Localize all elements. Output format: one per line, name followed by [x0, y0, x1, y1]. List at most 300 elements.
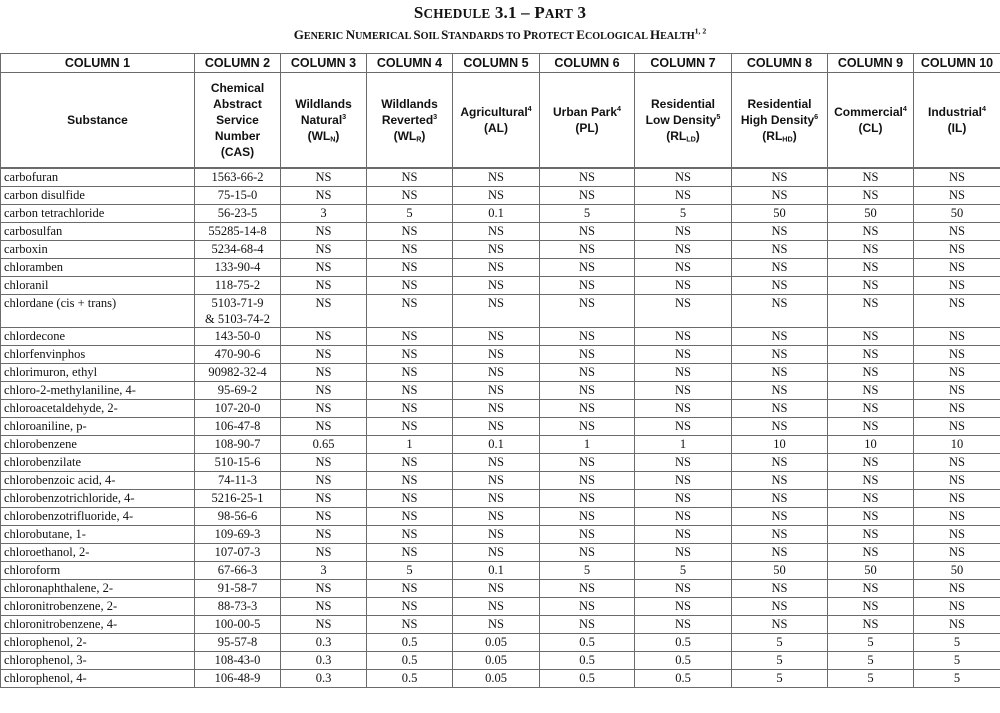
- abbr-subscript: N: [330, 134, 336, 144]
- subtitle-text: G: [293, 27, 304, 42]
- standard-value-cell: NS: [540, 259, 635, 277]
- cas-cell: [195, 346, 281, 364]
- cas-number: 108-90-7: [214, 437, 261, 451]
- standard-value-cell: 0.5: [367, 652, 453, 670]
- standard-value-cell: NS: [914, 490, 1000, 508]
- column-number-header: COLUMN 2: [195, 54, 281, 73]
- standard-value-cell: NS: [635, 259, 732, 277]
- standard-value-cell: NS: [540, 346, 635, 364]
- cas-cell: [195, 277, 281, 295]
- standard-value-cell: NS: [635, 454, 732, 472]
- standard-value-cell: NS: [732, 241, 828, 259]
- footnote-ref: 4: [617, 104, 622, 113]
- standard-value-cell: NS: [828, 328, 914, 346]
- standard-value-cell: 5: [540, 562, 635, 580]
- column-number-header: COLUMN 7: [635, 54, 732, 73]
- standard-value-cell: NS: [367, 295, 453, 328]
- cas-cell: [195, 382, 281, 400]
- abbr-text: WL: [311, 129, 331, 143]
- footnote-ref: 6: [814, 112, 819, 121]
- standard-value-cell: NS: [732, 346, 828, 364]
- standard-value-cell: 50: [732, 562, 828, 580]
- table-subtitle: [0, 27, 1000, 43]
- standard-value-cell: NS: [828, 295, 914, 328]
- standard-value-cell: NS: [732, 598, 828, 616]
- cas-number: 5216-25-1: [211, 491, 264, 505]
- substance-cell: chloroethanol, 2-: [1, 544, 195, 562]
- standard-value-cell: NS: [635, 328, 732, 346]
- standard-value-cell: NS: [281, 598, 367, 616]
- standard-value-cell: 0.5: [635, 634, 732, 652]
- standard-value-cell: 50: [732, 205, 828, 223]
- standard-value-cell: NS: [367, 187, 453, 205]
- standard-value-cell: 0.3: [281, 670, 367, 688]
- subtitle-text: TANDARDS TO: [448, 31, 524, 42]
- standard-value-cell: NS: [732, 169, 828, 187]
- substance-cell: chloranil: [1, 277, 195, 295]
- standard-value-cell: 10: [828, 436, 914, 454]
- standard-value-cell: NS: [453, 490, 540, 508]
- cas-cell: [195, 598, 281, 616]
- standard-value-cell: NS: [732, 187, 828, 205]
- standard-value-cell: NS: [914, 187, 1000, 205]
- table-row: [1, 241, 1000, 259]
- standard-value-cell: 5: [540, 205, 635, 223]
- column-abbreviation: $(RL_{HD})$: [762, 129, 797, 144]
- standard-value-cell: NS: [635, 187, 732, 205]
- standard-value-cell: NS: [635, 223, 732, 241]
- substance-cell: chlordecone: [1, 328, 195, 346]
- cas-cell: [195, 169, 281, 187]
- substance-cell: chlorophenol, 3-: [1, 652, 195, 670]
- column-abbreviation: (CL): [858, 121, 883, 135]
- schedule-title: [0, 3, 1000, 23]
- standard-value-cell: NS: [453, 328, 540, 346]
- standard-value-cell: NS: [635, 277, 732, 295]
- column-label: Natural: [300, 113, 343, 127]
- standard-value-cell: NS: [281, 169, 367, 187]
- standard-value-cell: NS: [540, 169, 635, 187]
- abbr-subscript: HD: [782, 134, 793, 144]
- standard-value-cell: NS: [367, 418, 453, 436]
- column-label-header: [914, 73, 1000, 168]
- standard-value-cell: 50: [828, 205, 914, 223]
- cas-cell: [195, 526, 281, 544]
- standard-value-cell: NS: [367, 169, 453, 187]
- standard-value-cell: NS: [914, 241, 1000, 259]
- standard-value-cell: NS: [828, 418, 914, 436]
- cas-number: 108-43-0: [214, 653, 261, 667]
- cas-cell: [195, 400, 281, 418]
- standard-value-cell: NS: [453, 277, 540, 295]
- standard-value-cell: NS: [635, 508, 732, 526]
- cas-number: 5234-68-4: [211, 242, 264, 256]
- standard-value-cell: NS: [914, 418, 1000, 436]
- standard-value-cell: NS: [635, 418, 732, 436]
- table-row: [1, 634, 1000, 652]
- subtitle-text: ENERIC: [303, 31, 346, 42]
- standard-value-cell: NS: [732, 364, 828, 382]
- standard-value-cell: NS: [281, 616, 367, 634]
- substance-cell: chloronaphthalene, 2-: [1, 580, 195, 598]
- standard-value-cell: NS: [635, 490, 732, 508]
- subtitle-text: UMERICAL: [355, 31, 414, 42]
- standard-value-cell: NS: [367, 544, 453, 562]
- standard-value-cell: NS: [281, 346, 367, 364]
- standard-value-cell: 5: [914, 652, 1000, 670]
- standard-value-cell: 0.5: [540, 652, 635, 670]
- standard-value-cell: NS: [367, 382, 453, 400]
- standard-value-cell: 0.3: [281, 634, 367, 652]
- standard-value-cell: 0.5: [635, 652, 732, 670]
- cas-cell: [195, 259, 281, 277]
- standard-value-cell: NS: [914, 169, 1000, 187]
- column-number-header: COLUMN 1: [1, 54, 195, 73]
- abbr-subscript: LD: [686, 134, 696, 144]
- standard-value-cell: NS: [281, 508, 367, 526]
- column-label: Industrial: [927, 105, 982, 119]
- substance-cell: chloronitrobenzene, 4-: [1, 616, 195, 634]
- column-label: Reverted: [381, 113, 434, 127]
- column-abbreviation: $(WL_N)$: [307, 129, 340, 144]
- cas-cell: [195, 187, 281, 205]
- standard-value-cell: NS: [914, 454, 1000, 472]
- substance-cell: chloroform: [1, 562, 195, 580]
- standard-value-cell: NS: [914, 223, 1000, 241]
- standard-value-cell: NS: [914, 598, 1000, 616]
- cas-cell: [195, 490, 281, 508]
- table-row: [1, 346, 1000, 364]
- standard-value-cell: 0.5: [367, 634, 453, 652]
- standard-value-cell: NS: [828, 187, 914, 205]
- standard-value-cell: NS: [635, 472, 732, 490]
- standard-value-cell: NS: [281, 259, 367, 277]
- cas-cell: [195, 616, 281, 634]
- standard-value-cell: NS: [732, 490, 828, 508]
- standard-value-cell: 50: [914, 205, 1000, 223]
- standard-value-cell: NS: [828, 490, 914, 508]
- standard-value-cell: NS: [367, 490, 453, 508]
- standard-value-cell: NS: [367, 223, 453, 241]
- standard-value-cell: 5: [828, 652, 914, 670]
- standard-value-cell: NS: [453, 259, 540, 277]
- standard-value-cell: NS: [540, 277, 635, 295]
- standard-value-cell: NS: [635, 616, 732, 634]
- cas-number: 56-23-5: [217, 206, 258, 220]
- standard-value-cell: NS: [914, 259, 1000, 277]
- standard-value-cell: NS: [367, 454, 453, 472]
- standard-value-cell: NS: [281, 472, 367, 490]
- standard-value-cell: NS: [367, 364, 453, 382]
- standard-value-cell: NS: [281, 328, 367, 346]
- standard-value-cell: NS: [281, 295, 367, 328]
- standard-value-cell: NS: [453, 580, 540, 598]
- standard-value-cell: NS: [453, 400, 540, 418]
- column-label: Chemical: [210, 81, 265, 95]
- column-label: High Density: [740, 113, 815, 127]
- standard-value-cell: NS: [732, 580, 828, 598]
- standard-value-cell: 10: [732, 436, 828, 454]
- cas-number: 100-00-5: [214, 617, 261, 631]
- column-number-header: COLUMN 5: [453, 54, 540, 73]
- standard-value-cell: NS: [914, 328, 1000, 346]
- cas-cell: [195, 223, 281, 241]
- table-row: [1, 544, 1000, 562]
- cas-cell: [195, 436, 281, 454]
- cas-number: 107-07-3: [214, 545, 261, 559]
- standard-value-cell: NS: [367, 508, 453, 526]
- title-text: 3: [573, 3, 587, 22]
- cas-cell: [195, 562, 281, 580]
- standard-value-cell: 10: [914, 436, 1000, 454]
- abbr-text: AL: [488, 121, 504, 135]
- subtitle-text: N: [345, 27, 356, 42]
- standard-value-cell: 0.05: [453, 634, 540, 652]
- table-row: [1, 616, 1000, 634]
- standard-value-cell: 5: [914, 670, 1000, 688]
- footnote-ref: 5: [716, 112, 721, 121]
- column-abbreviation: $(RL_{LD})$: [666, 129, 700, 144]
- standard-value-cell: 5: [828, 634, 914, 652]
- subtitle-text: S: [413, 27, 421, 42]
- standard-value-cell: NS: [914, 580, 1000, 598]
- cas-cell: [195, 508, 281, 526]
- standard-value-cell: NS: [281, 526, 367, 544]
- standard-value-cell: 3: [281, 562, 367, 580]
- standard-value-cell: NS: [453, 241, 540, 259]
- standard-value-cell: NS: [914, 526, 1000, 544]
- subtitle-text: ROTECT: [531, 31, 577, 42]
- standard-value-cell: NS: [914, 616, 1000, 634]
- table-row: [1, 328, 1000, 346]
- table-row: [1, 472, 1000, 490]
- standard-value-cell: 0.05: [453, 652, 540, 670]
- standard-value-cell: NS: [453, 187, 540, 205]
- standard-value-cell: NS: [540, 295, 635, 328]
- substance-cell: chlorobenzotrifluoride, 4-: [1, 508, 195, 526]
- substance-cell: chloramben: [1, 259, 195, 277]
- standard-value-cell: NS: [635, 382, 732, 400]
- standard-value-cell: 5: [732, 652, 828, 670]
- cas-number: 98-56-6: [217, 509, 258, 523]
- standard-value-cell: NS: [281, 544, 367, 562]
- column-number-row: [1, 54, 1000, 73]
- standard-value-cell: NS: [453, 364, 540, 382]
- standard-value-cell: 0.1: [453, 436, 540, 454]
- standard-value-cell: NS: [828, 508, 914, 526]
- column-label: Abstract: [213, 97, 262, 111]
- standard-value-cell: NS: [635, 346, 732, 364]
- cas-number: & 5103-74-2: [205, 312, 270, 326]
- standard-value-cell: NS: [732, 328, 828, 346]
- subtitle-text: S: [441, 27, 449, 42]
- standard-value-cell: NS: [367, 472, 453, 490]
- column-number-header: COLUMN 8: [732, 54, 828, 73]
- standard-value-cell: NS: [540, 580, 635, 598]
- substance-cell: carboxin: [1, 241, 195, 259]
- cas-cell: [195, 241, 281, 259]
- footnote-ref: 1, 2: [694, 26, 707, 36]
- standard-value-cell: NS: [732, 277, 828, 295]
- cas-cell: [195, 295, 281, 328]
- standard-value-cell: NS: [828, 454, 914, 472]
- abbr-subscript: R: [416, 134, 422, 144]
- standard-value-cell: NS: [828, 616, 914, 634]
- table-row: [1, 259, 1000, 277]
- standard-value-cell: NS: [540, 616, 635, 634]
- standard-value-cell: NS: [914, 295, 1000, 328]
- standard-value-cell: NS: [281, 490, 367, 508]
- cas-cell: [195, 652, 281, 670]
- standard-value-cell: NS: [914, 400, 1000, 418]
- column-label: Wildlands: [295, 97, 352, 111]
- standard-value-cell: NS: [453, 169, 540, 187]
- standard-value-cell: NS: [281, 223, 367, 241]
- cas-number: 90982-32-4: [208, 365, 267, 379]
- column-label-header: [828, 73, 914, 168]
- cas-cell: [195, 634, 281, 652]
- standard-value-cell: NS: [732, 472, 828, 490]
- standard-value-cell: NS: [367, 598, 453, 616]
- substance-cell: chlordane (cis + trans): [1, 295, 195, 328]
- title-text: ART: [544, 6, 574, 21]
- standard-value-cell: NS: [828, 277, 914, 295]
- title-text: S: [413, 3, 424, 22]
- cas-number: 95-57-8: [217, 635, 258, 649]
- standard-value-cell: 5: [732, 670, 828, 688]
- standard-value-cell: NS: [281, 187, 367, 205]
- substance-cell: chlorobenzilate: [1, 454, 195, 472]
- column-label-header: [732, 73, 828, 168]
- standard-value-cell: 0.5: [540, 634, 635, 652]
- footnote-ref: 4: [527, 104, 532, 113]
- column-label-header: [195, 73, 281, 168]
- table-row: [1, 598, 1000, 616]
- standard-value-cell: 5: [635, 562, 732, 580]
- standard-value-cell: NS: [367, 241, 453, 259]
- standard-value-cell: 50: [828, 562, 914, 580]
- standard-value-cell: NS: [453, 295, 540, 328]
- standard-value-cell: NS: [281, 580, 367, 598]
- substance-cell: chloro-2-methylaniline, 4-: [1, 382, 195, 400]
- standard-value-cell: NS: [540, 223, 635, 241]
- footnote-ref: 4: [982, 104, 986, 113]
- standard-value-cell: NS: [367, 277, 453, 295]
- standard-value-cell: NS: [453, 382, 540, 400]
- standard-value-cell: NS: [635, 544, 732, 562]
- standard-value-cell: NS: [635, 295, 732, 328]
- cas-number: 55285-14-8: [208, 224, 267, 238]
- standard-value-cell: NS: [540, 382, 635, 400]
- column-label: Residential: [650, 97, 716, 111]
- standard-value-cell: NS: [540, 364, 635, 382]
- standard-value-cell: 5: [828, 670, 914, 688]
- standard-value-cell: NS: [367, 580, 453, 598]
- standard-value-cell: NS: [914, 544, 1000, 562]
- column-number-header: COLUMN 6: [540, 54, 635, 73]
- column-abbreviation: (AL): [484, 121, 508, 135]
- cas-cell: [195, 364, 281, 382]
- standard-value-cell: NS: [732, 400, 828, 418]
- subtitle-text: COLOGICAL: [584, 31, 650, 42]
- standard-value-cell: NS: [732, 616, 828, 634]
- table-row: [1, 508, 1000, 526]
- table-row: [1, 223, 1000, 241]
- standard-value-cell: 50: [914, 562, 1000, 580]
- standard-value-cell: 0.5: [635, 670, 732, 688]
- column-label: Service: [216, 113, 259, 127]
- subtitle-text: P: [523, 27, 532, 42]
- standard-value-cell: NS: [828, 346, 914, 364]
- cas-number: 107-20-0: [214, 401, 261, 415]
- standard-value-cell: NS: [635, 364, 732, 382]
- standard-value-cell: NS: [540, 508, 635, 526]
- cas-number: 109-69-3: [214, 527, 261, 541]
- table-row: [1, 187, 1000, 205]
- cas-number: 5103-71-9: [211, 296, 264, 310]
- standard-value-cell: NS: [828, 382, 914, 400]
- table-row: [1, 490, 1000, 508]
- table-row: [1, 418, 1000, 436]
- standard-value-cell: NS: [635, 169, 732, 187]
- standard-value-cell: 5: [732, 634, 828, 652]
- standard-value-cell: NS: [453, 454, 540, 472]
- column-label: (CAS): [220, 145, 255, 159]
- table-row: [1, 382, 1000, 400]
- table-row: [1, 169, 1000, 187]
- column-label-header: [1, 73, 195, 168]
- table-row: [1, 364, 1000, 382]
- standard-value-cell: NS: [828, 472, 914, 490]
- substance-cell: chloroacetaldehyde, 2-: [1, 400, 195, 418]
- column-label-row: [1, 73, 1000, 168]
- standard-value-cell: 0.5: [540, 670, 635, 688]
- standard-value-cell: NS: [540, 241, 635, 259]
- table-row: [1, 580, 1000, 598]
- abbr-text: RL: [766, 129, 783, 143]
- standard-value-cell: NS: [540, 400, 635, 418]
- standard-value-cell: 0.65: [281, 436, 367, 454]
- subtitle-text: OIL: [420, 31, 442, 42]
- cas-number: 143-50-0: [214, 329, 261, 343]
- footnote-ref: 3: [342, 112, 347, 121]
- standard-value-cell: NS: [635, 400, 732, 418]
- standard-value-cell: NS: [914, 346, 1000, 364]
- table-row: [1, 562, 1000, 580]
- standard-value-cell: NS: [828, 364, 914, 382]
- substance-cell: chlorophenol, 2-: [1, 634, 195, 652]
- standard-value-cell: NS: [540, 454, 635, 472]
- substance-cell: chlorophenol, 4-: [1, 670, 195, 688]
- standard-value-cell: NS: [828, 169, 914, 187]
- abbr-text: RL: [670, 129, 687, 143]
- standard-value-cell: NS: [281, 418, 367, 436]
- standard-value-cell: NS: [914, 382, 1000, 400]
- standard-value-cell: NS: [453, 544, 540, 562]
- column-label: Commercial: [834, 105, 903, 119]
- standard-value-cell: NS: [367, 526, 453, 544]
- standard-value-cell: NS: [367, 400, 453, 418]
- standard-value-cell: NS: [367, 616, 453, 634]
- column-label: Low Density: [645, 113, 717, 127]
- standard-value-cell: NS: [540, 328, 635, 346]
- standard-value-cell: NS: [732, 544, 828, 562]
- standard-value-cell: NS: [453, 472, 540, 490]
- standard-value-cell: 1: [367, 436, 453, 454]
- table-row: [1, 652, 1000, 670]
- standard-value-cell: 0.3: [281, 652, 367, 670]
- standard-value-cell: NS: [828, 526, 914, 544]
